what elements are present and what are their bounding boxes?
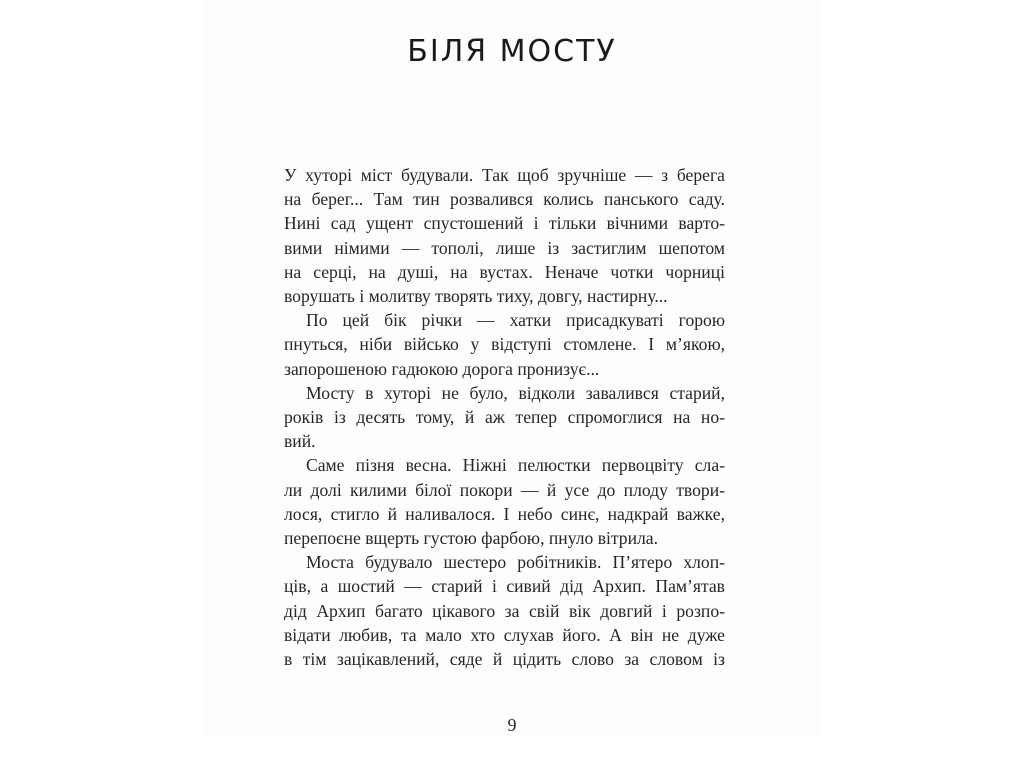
text-line: на берег... Там тин розвалився колись панського саду. — [284, 189, 725, 210]
text-line: Моста будувало шестеро робітників. П’ятеро хлоп- — [306, 552, 725, 573]
text-line: вими німими — тополі, лише із застиглим шепотом — [284, 237, 725, 258]
text-line: запорошеною гадюкою дорога пронизує... — [284, 358, 600, 379]
text-line: ли долі килими білої покори — й усе до плоду твори- — [284, 479, 725, 500]
text-line: на серці, на душі, на вустах. Неначе чотки чорниці — [284, 261, 725, 282]
text-line: перепоєне вщерть густою фарбою, пнуло вітрила. — [284, 528, 658, 549]
text-line: По цей бік річки — хатки присадкуваті горою — [306, 310, 725, 331]
text-line: лося, стигло й наливалося. І небо синє, надкрай важке, — [284, 503, 725, 524]
chapter-title: БІЛЯ МОСТУ — [407, 34, 617, 69]
body-text — [284, 163, 725, 671]
text-line: Саме пізня весна. Ніжні пелюстки первоцвіту сла- — [306, 455, 725, 476]
text-line: років із десять тому, й аж тепер спромоглися на но- — [284, 407, 725, 428]
text-line: в тім зацікавлений, сяде й цідить слово за словом із — [284, 649, 725, 670]
page-number: 9 — [507, 715, 517, 735]
text-line: відати любив, та мало хто слухав його. А він не дуже — [284, 624, 725, 645]
text-line: ворушать і молитву творять тиху, довгу, настирну... — [284, 286, 668, 307]
text-line: Нині сад ущент спустошений і тільки вічними варто- — [284, 213, 725, 234]
text-line: вий. — [284, 431, 316, 452]
text-line: дід Архип багато цікавого за свій вік довгий і розпо- — [284, 600, 725, 621]
text-line: У хуторі міст будували. Так щоб зручніше — з берега — [284, 165, 725, 185]
text-line: пнуться, ніби військо у відступі стомлене. І м’якою, — [284, 334, 725, 355]
text-line: Мосту в хуторі не було, відколи завалився старий, — [306, 382, 725, 403]
text-line: ців, а шостий — старий і сивий дід Архип. Пам’ятав — [284, 576, 725, 597]
